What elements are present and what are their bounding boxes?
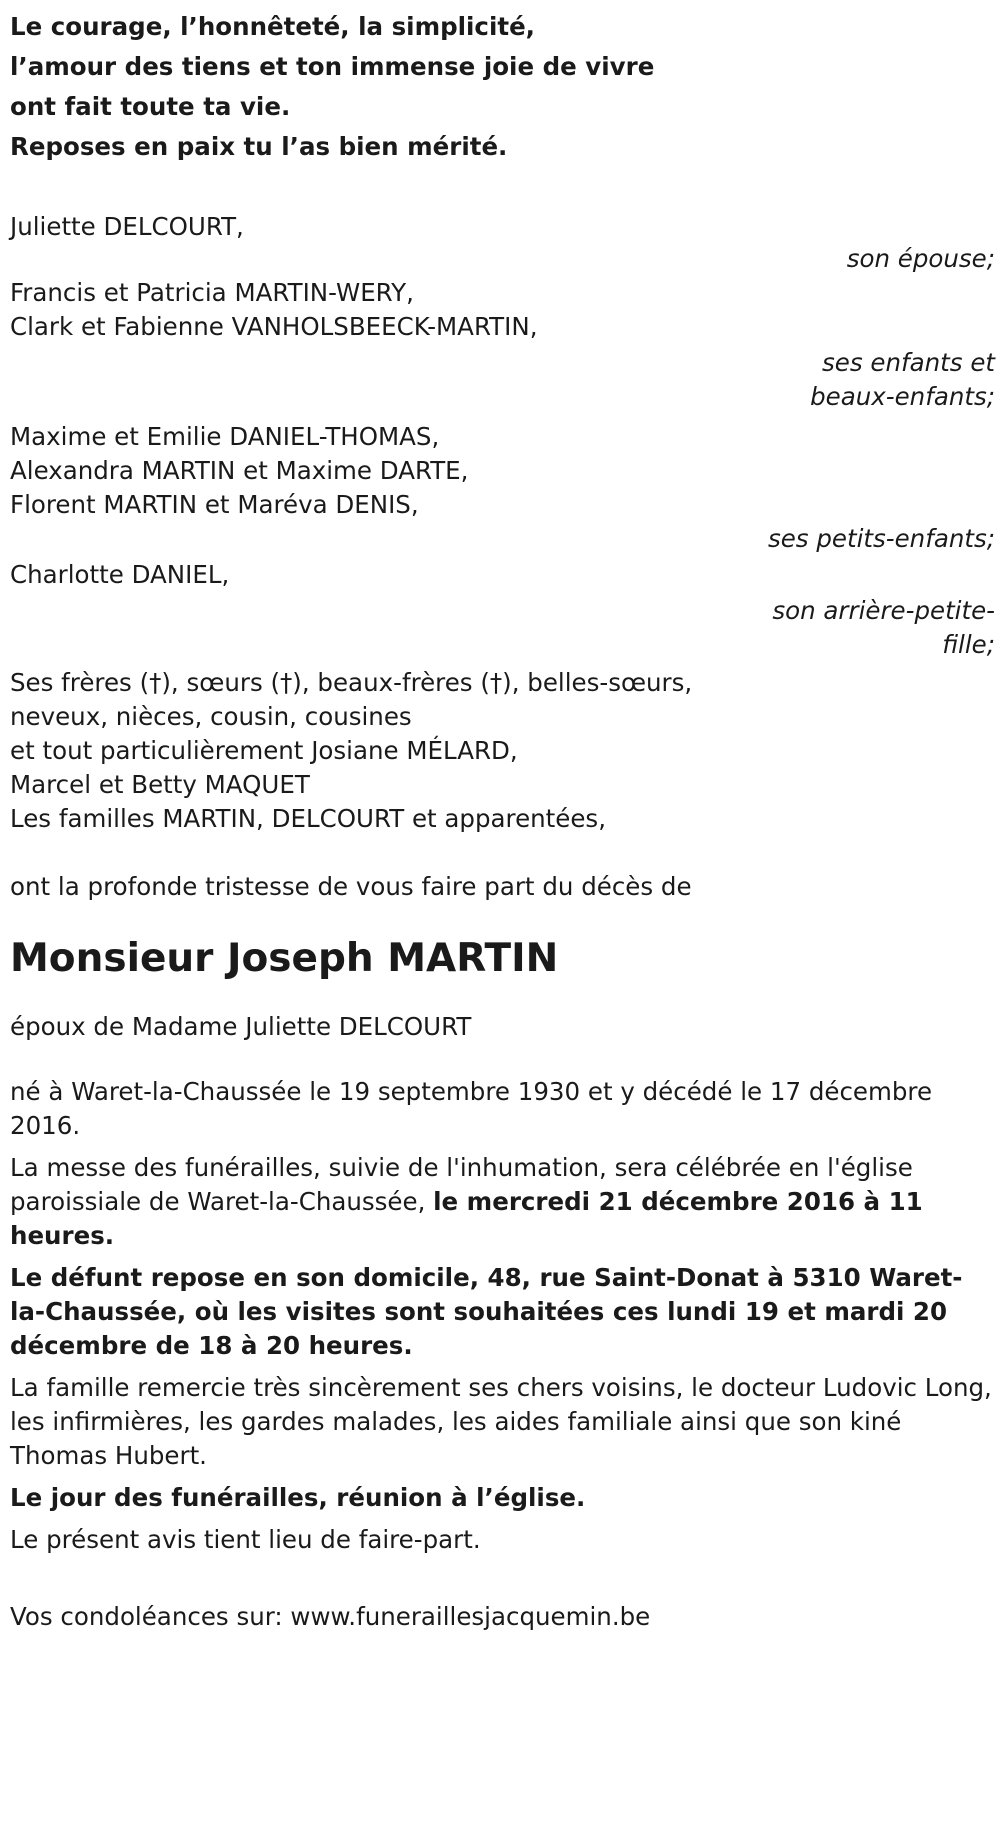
family-role: son épouse; (846, 244, 995, 273)
meeting: Le jour des funérailles, réunion à l’église. (10, 1483, 586, 1512)
family-spouse (10, 207, 995, 279)
family-name: Alexandra MARTIN et Maxime DARTE, (10, 456, 469, 485)
poem-line: ont fait toute ta vie. (10, 92, 291, 121)
announcement: ont la profonde tristesse de vous faire part du décès de (10, 872, 692, 901)
family-grandchildren (10, 417, 995, 559)
obituary-content (10, 0, 995, 1637)
family-name: Francis et Patricia MARTIN-WERY, (10, 278, 414, 307)
family-role: ses enfants et (822, 348, 995, 377)
family-line: Les familles MARTIN, DELCOURT et apparentées, (10, 804, 606, 833)
condolences: Vos condoléances sur: www.funeraillesjacquemin.be (10, 1602, 651, 1631)
poem-line: Reposes en paix tu l’as bien mérité. (10, 132, 508, 161)
family-name: Juliette DELCOURT, (10, 212, 244, 241)
family-name: Clark et Fabienne VANHOLSBEECK-MARTIN, (10, 312, 538, 341)
family-name: Florent MARTIN et Maréva DENIS, (10, 490, 419, 519)
family-name: Maxime et Emilie DANIEL-THOMAS, (10, 422, 440, 451)
family-greatgrandchild (10, 555, 995, 665)
family-name: Charlotte DANIEL, (10, 560, 230, 589)
family-role: beaux-enfants; (810, 382, 995, 411)
funeral-info (10, 1151, 995, 1253)
notice: Le présent avis tient lieu de faire-part. (10, 1525, 481, 1554)
family-role: son arrière-petite- (772, 596, 995, 625)
poem (10, 0, 995, 167)
family-role: ses petits-enfants; (767, 524, 995, 553)
family-line: neveux, nièces, cousin, cousines (10, 702, 412, 731)
birth-death: né à Waret-la-Chaussée le 19 septembre 1930 et y décédé le 17 décembre 2016. (10, 1077, 933, 1140)
family-role: fille; (942, 630, 995, 659)
visitation: Le défunt repose en son domicile, 48, rue Saint-Donat à 5310 Waret-la-Chaussée, où les visites sont souhaitées ces lundi 19 et mardi 20 décembre de 18 à 20 heures. (10, 1263, 963, 1360)
funeral-text: La messe des funérailles, suivie de l'inhumation, sera célébrée en l'église paroissiale de Waret-la-Chaussée, (10, 1153, 913, 1216)
family-line: Ses frères (†), sœurs (†), beaux-frères (†), belles-sœurs, (10, 668, 693, 697)
poem-line: l’amour des tiens et ton immense joie de vivre (10, 52, 655, 81)
thanks: La famille remercie très sincèrement ses chers voisins, le docteur Ludovic Long, les infirmières, les gardes malades, les aides familiale ainsi que son kiné Thomas Hubert. (10, 1373, 992, 1470)
family-line: et tout particulièrement Josiane MÉLARD, (10, 736, 518, 765)
family-others (10, 663, 995, 839)
spouse-line: époux de Madame Juliette DELCOURT (10, 1012, 472, 1041)
poem-line: Le courage, l’honnêteté, la simplicité, (10, 12, 535, 41)
funeral-date: le mercredi 21 décembre 2016 à 11 heures. (10, 1187, 923, 1250)
deceased-name: Monsieur Joseph MARTIN (10, 936, 559, 981)
family-children (10, 273, 995, 417)
details (10, 1075, 995, 1557)
family-line: Marcel et Betty MAQUET (10, 770, 310, 799)
